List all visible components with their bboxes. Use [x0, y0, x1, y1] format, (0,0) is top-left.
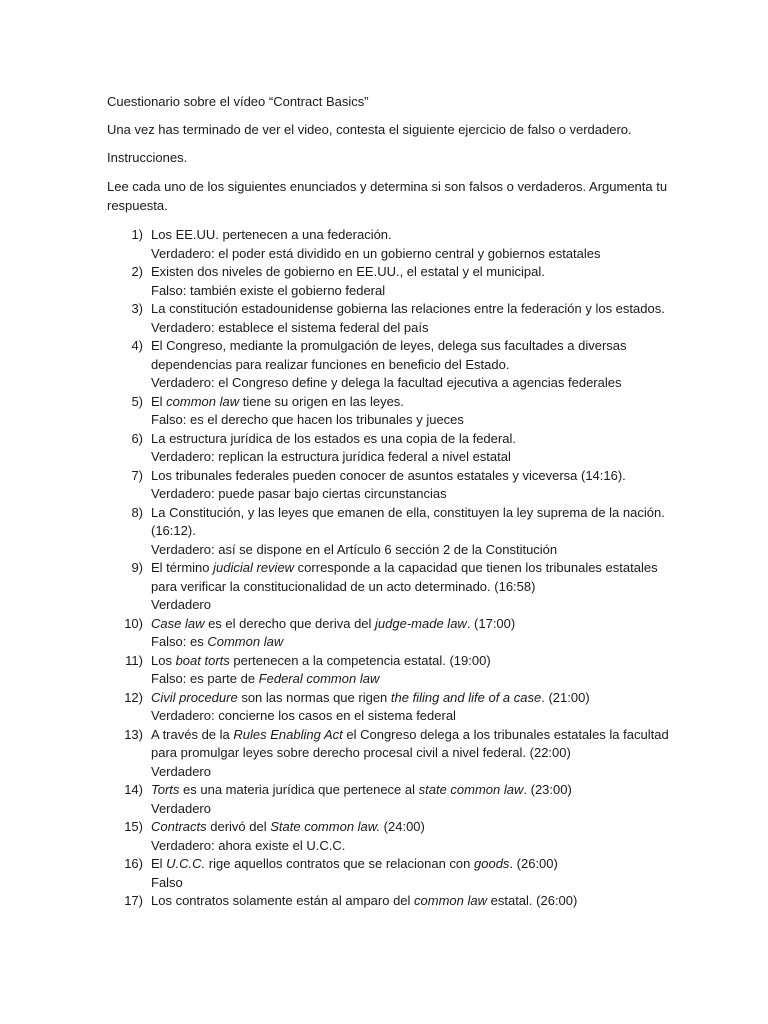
text-segment: Verdadero — [151, 800, 211, 816]
text-segment: (16:12). — [151, 523, 196, 538]
item-line — [151, 781, 667, 800]
list-item — [107, 430, 667, 467]
item-line — [151, 726, 667, 745]
item-line — [151, 874, 667, 893]
item-line — [151, 448, 667, 467]
text-segment: La constitución estadounidense gobierna las relaciones entre la federación y los estados. — [151, 301, 665, 316]
italic-term: U.C.C. — [166, 856, 206, 871]
item-line — [151, 300, 667, 319]
item-number: 6) — [131, 430, 143, 446]
item-number: 5) — [131, 393, 143, 409]
item-line — [151, 263, 667, 282]
text-segment: . (17:00) — [466, 615, 516, 631]
text-segment: Los tribunales federales pueden conocer de asuntos estatales y viceversa (14:16). — [151, 467, 626, 483]
item-line — [151, 485, 667, 504]
item-line — [151, 892, 667, 911]
item-line — [151, 467, 667, 486]
item-number: 14) — [124, 782, 143, 797]
text-segment: rige aquellos contratos que se relacionan con — [205, 856, 475, 871]
text-segment: derivó del — [206, 819, 271, 834]
text-segment: El término — [151, 560, 214, 575]
item-line — [151, 559, 667, 578]
item-line — [151, 670, 667, 689]
italic-term: judge-made law — [375, 615, 467, 631]
text-segment: es una materia jurídica que pertenece al — [179, 782, 419, 797]
list-item — [107, 337, 667, 393]
text-segment: Falso: es parte de — [151, 671, 259, 686]
text-segment: pertenecen a la competencia estatal. (19:00) — [229, 652, 491, 668]
text-segment: . (26:00) — [509, 856, 558, 871]
text-segment: Los — [151, 652, 176, 668]
italic-term: common law — [414, 893, 488, 908]
text-segment: Los contratos solamente están al amparo del — [151, 893, 415, 908]
text-segment: Verdadero: puede pasar bajo ciertas circunstancias — [151, 486, 447, 501]
text-segment: para verificar la constitucionalidad de un acto determinado. (16:58) — [151, 578, 536, 594]
item-line — [151, 522, 667, 541]
text-segment: son las normas que rigen — [237, 689, 391, 705]
instructions-text — [107, 178, 667, 215]
text-segment: La estructura jurídica de los estados es una copia de la federal. — [151, 430, 516, 446]
item-line — [151, 337, 667, 356]
text-segment: Verdadero: el Congreso define y delega la facultad ejecutiva a agencias federales — [151, 375, 622, 390]
item-line — [151, 596, 667, 615]
item-number: 13) — [124, 726, 143, 742]
text-segment: El — [151, 393, 167, 409]
item-line — [151, 855, 667, 874]
item-line — [151, 633, 667, 652]
text-segment: corresponde a la capacidad que tienen los tribunales estatales — [294, 560, 658, 575]
instructions-line: respuesta. — [107, 197, 168, 213]
text-segment: el Congreso delega a los tribunales estatales la facultad — [342, 726, 669, 742]
list-item — [107, 467, 667, 504]
text-segment: para promulgar leyes sobre derecho procesal civil a nivel federal. (22:00) — [151, 745, 571, 760]
item-number: 7) — [131, 467, 143, 483]
intro-text: Una vez has terminado de ver el video, contesta el siguiente ejercicio de falso o verdadero. — [107, 122, 632, 137]
text-segment: Verdadero: replican la estructura jurídica federal a nivel estatal — [151, 449, 511, 464]
text-segment: . (23:00) — [523, 782, 572, 797]
italic-term: Contracts — [151, 819, 207, 834]
item-line — [151, 282, 667, 301]
text-segment: Los EE.UU. pertenecen a una federación. — [151, 227, 392, 242]
list-item — [107, 559, 667, 615]
item-line — [151, 541, 667, 560]
text-segment: Falso: es — [151, 634, 208, 649]
italic-term: state common law — [418, 782, 524, 797]
italic-term: Federal common law — [258, 671, 380, 686]
item-line — [151, 615, 667, 634]
list-item — [107, 263, 667, 300]
item-number: 3) — [131, 301, 143, 316]
item-number: 1) — [131, 227, 143, 242]
text-segment: Falso: también existe el gobierno federal — [151, 282, 386, 298]
item-number: 17) — [124, 893, 143, 908]
italic-term: boat torts — [175, 652, 230, 668]
list-item — [107, 393, 667, 430]
italic-term: Torts — [151, 782, 180, 797]
text-segment: estatal. (26:00) — [487, 893, 578, 908]
list-item — [107, 818, 667, 855]
item-line — [151, 818, 667, 837]
list-item — [107, 726, 667, 782]
item-number: 4) — [131, 338, 143, 353]
text-segment: La Constitución, y las leyes que emanen de ella, constituyen la ley suprema de la nación. — [151, 504, 665, 520]
item-number: 12) — [124, 689, 143, 705]
item-line — [151, 707, 667, 726]
instructions-line: Lee cada uno de los siguientes enunciados y determina si son falsos o verdaderos. Argumenta tu — [107, 179, 668, 194]
italic-term: Common law — [207, 634, 284, 649]
list-item — [107, 615, 667, 652]
item-line — [151, 689, 667, 708]
list-item — [107, 300, 667, 337]
italic-term: Rules Enabling Act — [233, 726, 343, 742]
item-number: 10) — [124, 615, 143, 631]
item-line — [151, 245, 667, 264]
text-segment: Verdadero: ahora existe el U.C.C. — [151, 837, 346, 853]
text-segment: A través de la — [151, 726, 234, 742]
list-item — [107, 504, 667, 560]
list-item — [107, 689, 667, 726]
item-line — [151, 393, 667, 412]
italic-term: State common law. — [270, 819, 381, 834]
text-segment: es el derecho que deriva del — [204, 615, 376, 631]
italic-term: goods — [474, 856, 510, 871]
list-item — [107, 892, 667, 911]
list-item — [107, 226, 667, 263]
item-line — [151, 652, 667, 671]
text-segment: Verdadero: el poder está dividido en un gobierno central y gobiernos estatales — [151, 245, 601, 261]
instructions-heading: Instrucciones. — [107, 150, 188, 165]
item-line — [151, 430, 667, 449]
text-segment: Falso: es el derecho que hacen los tribunales y jueces — [151, 412, 464, 427]
text-segment: Verdadero — [151, 763, 211, 779]
item-line — [151, 411, 667, 430]
text-segment: (24:00) — [380, 819, 425, 834]
item-line — [151, 226, 667, 245]
italic-term: judicial review — [213, 560, 295, 575]
list-item — [107, 652, 667, 689]
text-segment: El Congreso, mediante la promulgación de leyes, delega sus facultades a diversas — [151, 338, 627, 353]
text-segment: Verdadero: así se dispone en el Artículo 6 sección 2 de la Constitución — [151, 541, 558, 557]
item-number: 2) — [131, 264, 143, 279]
text-segment: Existen dos niveles de gobierno en EE.UU., el estatal y el municipal. — [151, 264, 545, 279]
text-segment: Verdadero — [151, 597, 211, 612]
item-line — [151, 578, 667, 597]
item-line — [151, 744, 667, 763]
text-segment: tiene su origen en las leyes. — [239, 393, 404, 409]
item-line — [151, 837, 667, 856]
item-line — [151, 319, 667, 338]
item-number: 15) — [124, 819, 143, 834]
item-number: 8) — [131, 504, 143, 520]
item-line — [151, 356, 667, 375]
text-segment: Verdadero: establece el sistema federal del país — [151, 319, 429, 335]
list-item — [107, 781, 667, 818]
text-segment: dependencias para realizar funciones en beneficio del Estado. — [151, 356, 510, 372]
italic-term: common law — [166, 393, 240, 409]
question-list — [107, 226, 667, 911]
italic-term: the filing and life of a case — [390, 689, 542, 705]
italic-term: Case law — [151, 615, 205, 631]
italic-term: Civil procedure — [151, 689, 238, 705]
item-line — [151, 763, 667, 782]
text-segment: El — [151, 856, 167, 871]
item-line — [151, 504, 667, 523]
text-segment: . (21:00) — [541, 689, 590, 705]
item-number: 9) — [131, 560, 143, 575]
item-line — [151, 374, 667, 393]
text-segment: Verdadero: concierne los casos en el sistema federal — [151, 708, 456, 723]
item-number: 11) — [125, 652, 143, 668]
item-number: 16) — [124, 856, 143, 871]
list-item — [107, 855, 667, 892]
item-line — [151, 800, 667, 819]
document-title: Cuestionario sobre el vídeo “Contract Basics” — [107, 94, 369, 109]
text-segment: Falso — [151, 874, 183, 890]
